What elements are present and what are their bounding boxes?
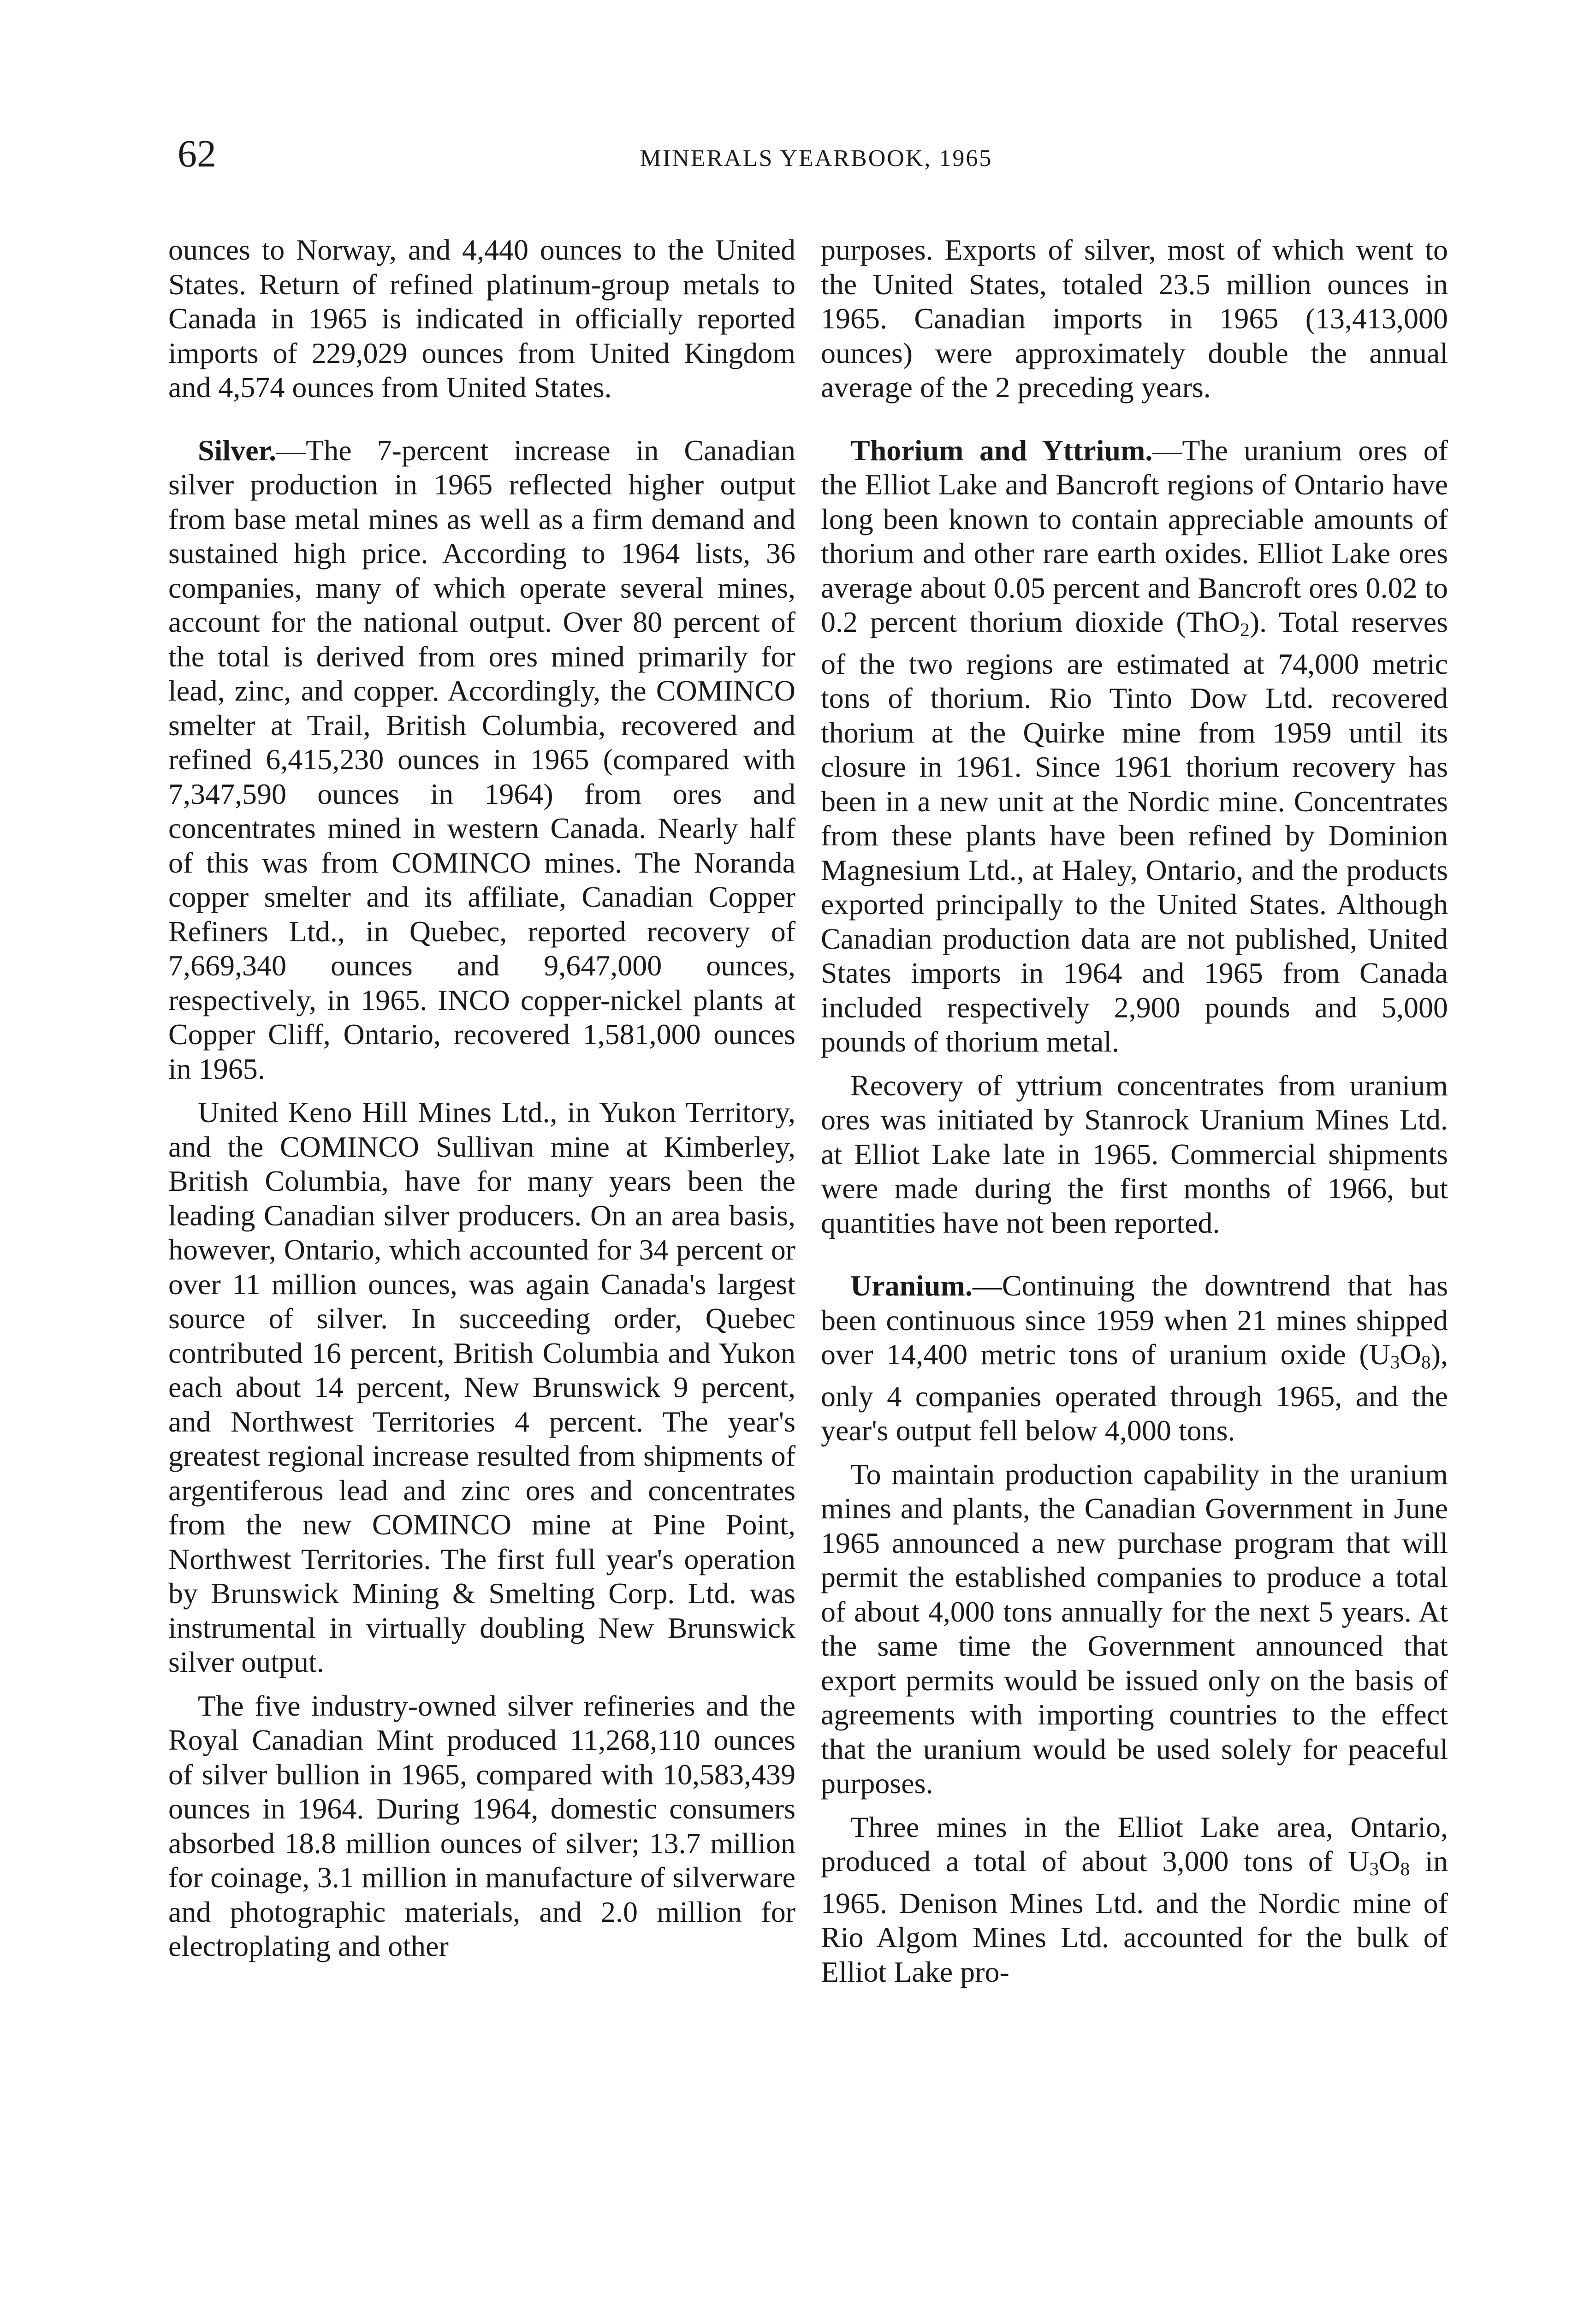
paragraph-platinum-continued: ounces to Norway, and 4,440 ounces to the United States. Return of refined platinum-group metals to Canada in 1965 is indicated in officially reported imports of 229,029 ounces from United Kingdom and 4,574 ounces from United States.: [168, 233, 795, 404]
paragraph-elliot-lake-text-b: in 1965. Denison Mines Ltd. and the Nordic mine of Rio Algom Mines Ltd. accounted for the bulk of Elliot Lake pro-: [821, 1845, 1448, 1988]
paragraph-elliot-lake-text-a: Three mines in the Elliot Lake area, Ontario, produced a total of about 3,000 tons of U: [821, 1810, 1448, 1878]
paragraph-thorium: [821, 434, 1448, 1059]
paragraph-uranium: [821, 1269, 1448, 1448]
section-heading-thorium-yttrium: Thorium and Yttrium.: [850, 434, 1153, 467]
subscript: 8: [1400, 1858, 1410, 1880]
paragraph-elliot-lake: [821, 1810, 1448, 1990]
section-heading-uranium: Uranium.: [850, 1269, 973, 1302]
section-heading-silver: Silver.: [198, 434, 277, 467]
paragraph-yttrium: Recovery of yttrium concentrates from uranium ores was initiated by Stanrock Uranium Mines Ltd. at Elliot Lake late in 1965. Commercial shipments were made during the first months of 1966, but quantities have not been reported.: [821, 1069, 1448, 1239]
subscript: 8: [1421, 1351, 1431, 1373]
paragraph-uranium-text-a: —Continuing the downtrend that has been continuous since 1959 when 21 mines shipped over 14,400 metric tons of uranium oxide (U: [821, 1269, 1448, 1371]
paragraph-silver-refineries: The five industry-owned silver refineries and the Royal Canadian Mint produced 11,268,110 ounces of silver bullion in 1965, compared with 10,583,439 ounces in 1964. During 1964, domestic consumers absorbed 18.8 million ounces of silver; 13.7 million for coinage, 3.1 million in manufacture of silverware and photographic materials, and 2.0 million for electroplating and other: [168, 1689, 795, 1962]
paragraph-silver-exports: purposes. Exports of silver, most of which went to the United States, totaled 23.5 million ounces in 1965. Canadian imports in 1965 (13,413,000 ounces) were approximately double the annual average of the 2 preceding years.: [821, 233, 1448, 404]
paragraph-silver-producers: United Keno Hill Mines Ltd., in Yukon Territory, and the COMINCO Sullivan mine at Kimberley, British Columbia, have for many years been the leading Canadian silver producers. On an area basis, however, Ontario, which accounted for 34 percent or over 11 million ounces, was again Canada's largest source of silver. In succeeding order, Quebec contributed 16 percent, British Columbia and Yukon each about 14 percent, New Brunswick 9 percent, and Northwest Territories 4 percent. The year's greatest regional increase resulted from shipments of argentiferous lead and zinc ores and concentrates from the new COMINCO mine at Pine Point, Northwest Territories. The first full year's operation by Brunswick Mining & Smelting Corp. Ltd. was instrumental in virtually doubling New Brunswick silver output.: [168, 1096, 795, 1678]
paragraph-silver-intro: [168, 434, 795, 1087]
subscript: 3: [1369, 1858, 1379, 1880]
left-column: [168, 233, 795, 1964]
paragraph-uranium-text-b: ), only 4 companies operated through 1965, and the year's output fell below 4,000 tons.: [821, 1338, 1448, 1447]
paragraph-thorium-text-a: —The uranium ores of the Elliot Lake and Bancroft regions of Ontario have long been known to contain appreciable amounts of thorium and other rare earth oxides. Elliot Lake ores average about 0.05 percent and Bancroft ores 0.02 to 0.2 percent thorium dioxide (ThO: [821, 434, 1448, 638]
formula-letter: O: [1400, 1338, 1421, 1371]
paragraph-uranium-program: To maintain production capability in the uranium mines and plants, the Canadian Government in June 1965 announced a new purchase program that will permit the established companies to produce a total of about 4,000 tons annually for the next 5 years. At the same time the Government announced that export permits would be issued only on the basis of agreements with importing countries to the effect that the uranium would be used solely for peaceful purposes.: [821, 1457, 1448, 1800]
subscript: 2: [1240, 619, 1250, 641]
right-column: [821, 233, 1448, 1989]
formula-letter: O: [1379, 1845, 1400, 1878]
paragraph-thorium-text-b: ). Total reserves of the two regions are estimated at 74,000 metric tons of thorium. Rio Tinto Dow Ltd. recovered thorium at the Quirke mine from 1959 until its closure in 1961. Since 1961 thorium recovery has been in a new unit at the Nordic mine. Concentrates from these plants have been refined by Dominion Magnesium Ltd., at Haley, Ontario, and the products exported principally to the United States. Although Canadian production data are not published, United States imports in 1964 and 1965 from Canada included respectively 2,900 pounds and 5,000 pounds of thorium metal.: [821, 606, 1448, 1058]
running-title: MINERALS YEARBOOK, 1965: [640, 145, 993, 172]
paragraph-silver-intro-text: —The 7-percent increase in Canadian silver production in 1965 reflected higher output from base metal mines as well as a firm demand and sustained high price. According to 1964 lists, 36 companies, many of which operate several mines, account for the national output. Over 80 percent of the total is derived from ores mined primarily for lead, zinc, and copper. Accordingly, the COMINCO smelter at Trail, British Columbia, recovered and refined 6,415,230 ounces in 1965 (compared with 7,347,590 ounces in 1964) from ores and concentrates mined in western Canada. Nearly half of this was from COMINCO mines. The Noranda copper smelter and its affiliate, Canadian Copper Refiners Ltd., in Quebec, reported recovery of 7,669,340 ounces and 9,647,000 ounces, respectively, in 1965. INCO copper-nickel plants at Copper Cliff, Ontario, recovered 1,581,000 ounces in 1965.: [168, 434, 795, 1085]
subscript: 3: [1390, 1351, 1400, 1373]
page-number: 62: [178, 132, 216, 175]
